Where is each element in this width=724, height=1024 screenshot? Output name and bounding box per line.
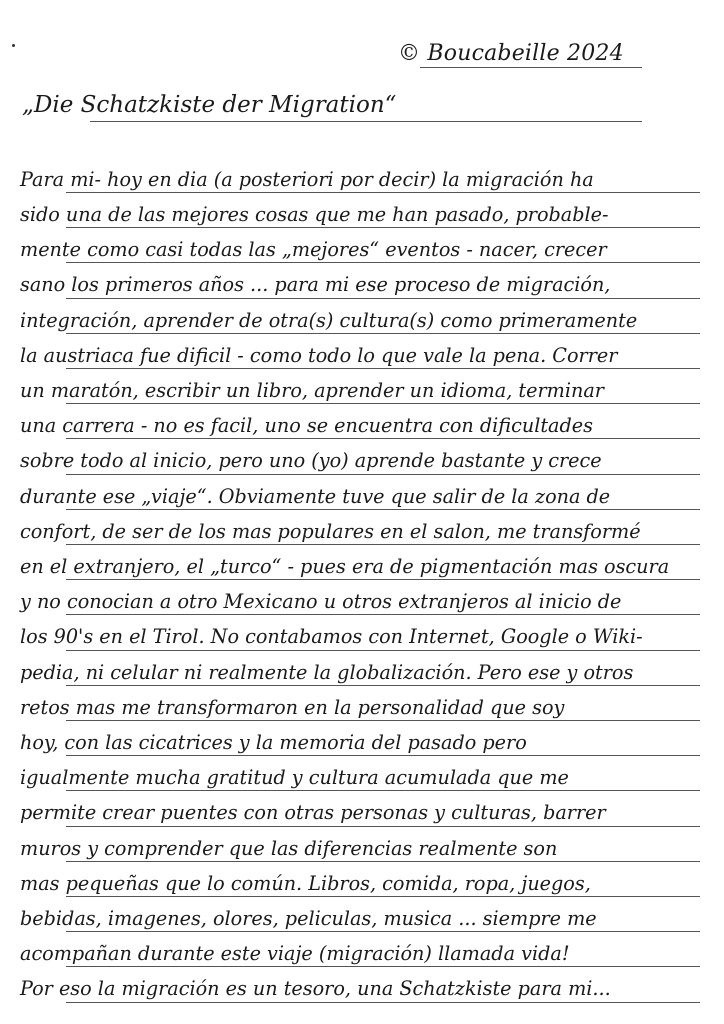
ruled-line xyxy=(66,931,700,932)
text-line xyxy=(20,372,700,406)
text-line xyxy=(20,935,700,969)
line-text: pedia, ni celular ni realmente la globalización. Pero ese y otros xyxy=(20,660,634,684)
ruled-line xyxy=(66,720,700,721)
text-line xyxy=(20,971,700,1005)
ruled-line xyxy=(66,579,700,580)
text-line xyxy=(20,795,700,829)
copyright-signature: © Boucabeille 2024 xyxy=(398,41,624,66)
line-text: los 90's en el Tirol. No contabamos con Internet, Google o Wiki- xyxy=(20,625,643,649)
line-text: mas pequeñas que lo común. Libros, comida, ropa, juegos, xyxy=(20,871,591,895)
text-line xyxy=(20,443,700,477)
line-text: Para mi- hoy en dia (a posteriori por decir) la migración ha xyxy=(20,167,594,191)
text-line xyxy=(20,619,700,653)
ruled-line xyxy=(66,826,700,827)
line-text: y no conocian a otro Mexicano u otros extranjeros al inicio de xyxy=(20,590,622,614)
ruled-line xyxy=(66,544,700,545)
line-text: la austriaca fue dificil - como todo lo que vale la pena. Correr xyxy=(20,343,618,367)
text-line xyxy=(20,689,700,723)
ruled-line xyxy=(66,438,700,439)
line-text: sobre todo al inicio, pero uno (yo) aprende bastante y crece xyxy=(20,449,602,473)
line-text: hoy, con las cicatrices y la memoria del pasado pero xyxy=(20,730,527,754)
ruled-line xyxy=(66,896,700,897)
ruled-line xyxy=(66,1002,700,1003)
text-line xyxy=(20,759,700,793)
ruled-line xyxy=(66,509,700,510)
ruled-line xyxy=(66,262,700,263)
ruled-line xyxy=(66,685,700,686)
text-line xyxy=(20,302,700,336)
line-text: muros y comprender que las diferencias realmente son xyxy=(20,836,558,860)
line-text: mente como casi todas las „mejores“ eventos - nacer, crecer xyxy=(20,238,607,262)
ruled-line xyxy=(66,966,700,967)
ruled-line xyxy=(66,650,700,651)
text-line xyxy=(20,161,700,195)
line-text: permite crear puentes con otras personas y culturas, barrer xyxy=(20,801,606,825)
line-text: sido una de las mejores cosas que me han pasado, probable- xyxy=(20,202,609,226)
text-line xyxy=(20,724,700,758)
text-line xyxy=(20,478,700,512)
page-title: „Die Schatzkiste der Migration“ xyxy=(22,92,397,118)
line-text: igualmente mucha gratitud y cultura acumulada que me xyxy=(20,766,569,790)
line-text: sano los primeros años ... para mi ese proceso de migración, xyxy=(20,273,611,297)
line-text: confort, de ser de los mas populares en el salon, me transformé xyxy=(20,519,641,543)
ruled-line xyxy=(66,474,700,475)
text-line xyxy=(20,231,700,265)
text-line xyxy=(20,196,700,230)
text-line xyxy=(20,337,700,371)
ruled-line xyxy=(66,192,700,193)
line-text: una carrera - no es facil, uno se encuentra con dificultades xyxy=(20,414,593,438)
ruled-line xyxy=(66,755,700,756)
line-text: un maratón, escribir un libro, aprender un idioma, terminar xyxy=(20,378,604,402)
ruled-line xyxy=(66,368,700,369)
text-line xyxy=(20,407,700,441)
line-text: bebidas, imagenes, olores, peliculas, musica ... siempre me xyxy=(20,906,597,930)
ruled-line xyxy=(66,227,700,228)
ruled-line xyxy=(66,790,700,791)
line-text: en el extranjero, el „turco“ - pues era de pigmentación mas oscura xyxy=(20,554,670,578)
line-text: acompañan durante este viaje (migración) llamada vida! xyxy=(20,942,570,966)
line-text: retos mas me transformaron en la personalidad que soy xyxy=(20,695,565,719)
ruled-line xyxy=(66,298,700,299)
ruled-line xyxy=(66,861,700,862)
ruled-line xyxy=(66,614,700,615)
text-line xyxy=(20,583,700,617)
line-text: Por eso la migración es un tesoro, una Schatzkiste para mi... xyxy=(20,977,611,1001)
text-line xyxy=(20,654,700,688)
line-text: integración, aprender de otra(s) cultura(s) como primeramente xyxy=(20,308,638,332)
line-text: durante ese „viaje“. Obviamente tuve que salir de la zona de xyxy=(20,484,611,508)
text-line xyxy=(20,900,700,934)
text-line xyxy=(20,548,700,582)
ruled-line xyxy=(66,403,700,404)
text-line xyxy=(20,865,700,899)
text-line xyxy=(20,513,700,547)
text-line xyxy=(20,267,700,301)
ruled-line xyxy=(66,333,700,334)
text-line xyxy=(20,830,700,864)
